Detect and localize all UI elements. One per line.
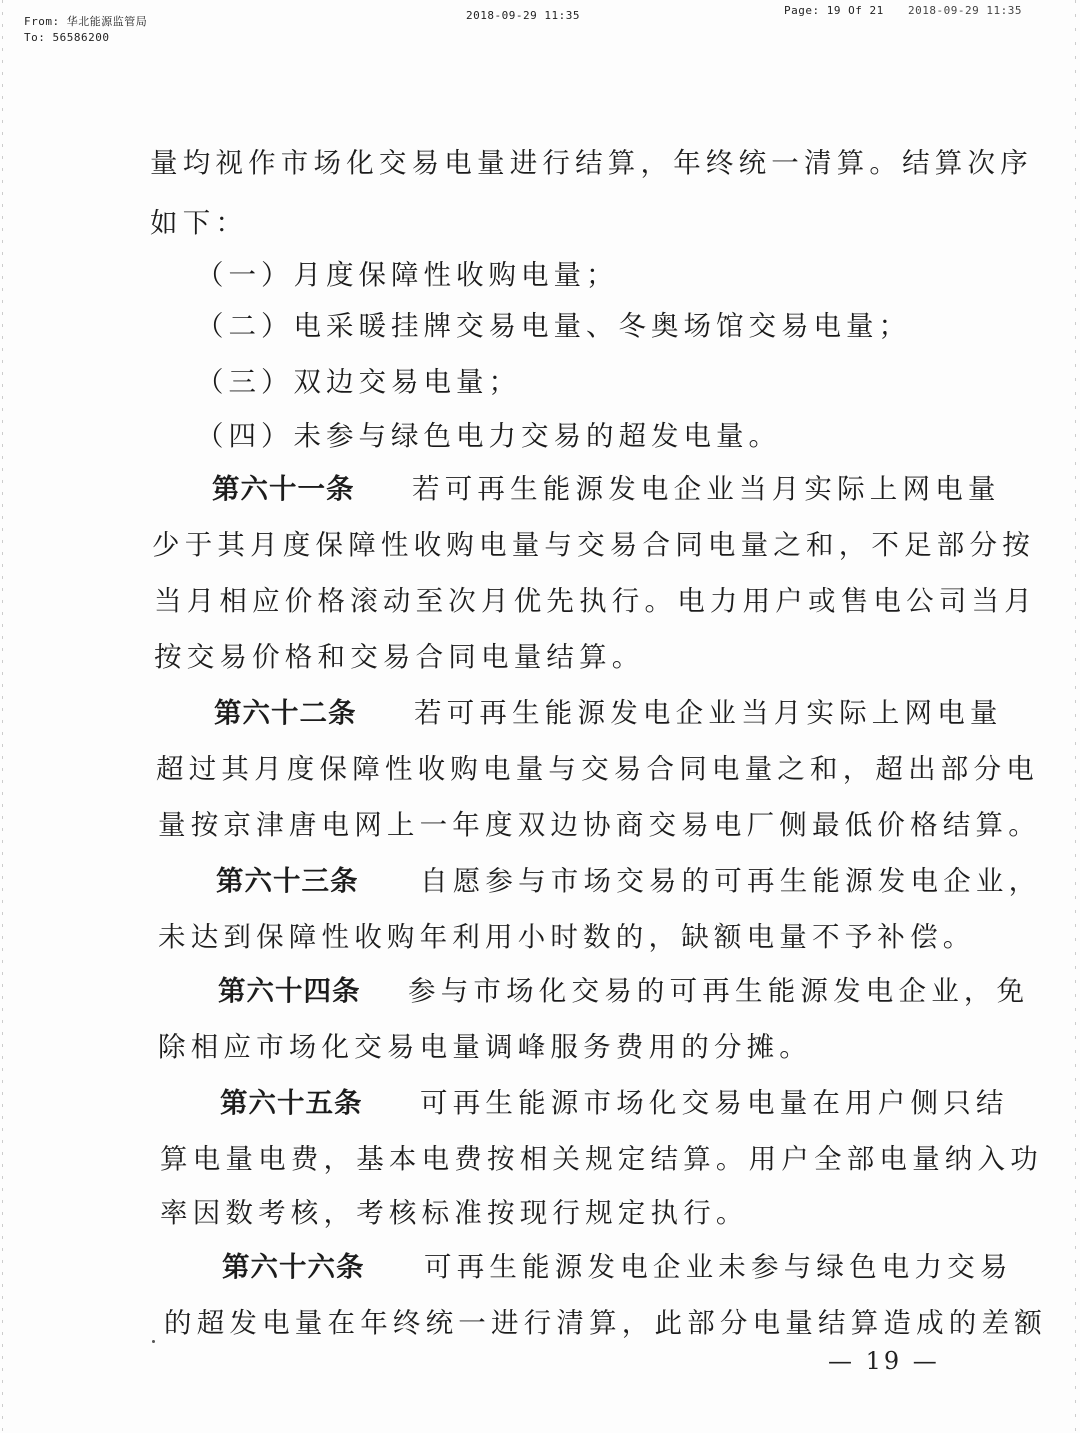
article-line: 量按京津唐电网上一年度双边协商交易电厂侧最低价格结算。 xyxy=(158,809,1041,841)
article-title: 第六十三条 xyxy=(216,865,359,897)
article-title: 第六十五条 xyxy=(220,1087,363,1119)
article-first-line: 可再生能源市场化交易电量在用户侧只结 xyxy=(420,1087,1009,1119)
settlement-order-item: （二）电采暖挂牌交易电量、冬奥场馆交易电量； xyxy=(196,310,911,342)
settlement-order-item: （四）未参与绿色电力交易的超发电量。 xyxy=(196,420,781,452)
article-line: 当月相应价格滚动至次月优先执行。电力用户或售电公司当月 xyxy=(154,585,1037,617)
fax-header xyxy=(0,0,1080,50)
article-title: 第六十二条 xyxy=(214,697,357,729)
article-line: 率因数考核，考核标准按现行规定执行。 xyxy=(160,1197,749,1229)
fax-sent-time: 2018-09-29 11:35 xyxy=(466,9,580,22)
article-line: 的超发电量在年终统一进行清算，此部分电量结算造成的差额 xyxy=(164,1307,1047,1339)
body-text-line: 如下： xyxy=(150,207,249,239)
article-title: 第六十四条 xyxy=(218,975,361,1007)
fax-received-time: 2018-09-29 11:35 xyxy=(908,4,1022,17)
article-line: 少于其月度保障性收购电量与交易合同电量之和，不足部分按 xyxy=(152,529,1035,561)
scan-edge-right xyxy=(1075,0,1076,1433)
article-line: 超过其月度保障性收购电量与交易合同电量之和，超出部分电 xyxy=(156,753,1039,785)
scan-speck xyxy=(152,1340,155,1343)
fax-page-indicator: Page: 19 Of 21 xyxy=(784,4,884,17)
article-line: 除相应市场化交易电量调峰服务费用的分摊。 xyxy=(158,1031,812,1063)
article-line: 未达到保障性收购年利用小时数的，缺额电量不予补偿。 xyxy=(158,921,976,953)
article-first-line: 若可再生能源发电企业当月实际上网电量 xyxy=(412,473,1001,505)
fax-recipient: To: 56586200 xyxy=(24,31,110,44)
article-first-line: 自愿参与市场交易的可再生能源发电企业， xyxy=(420,865,1042,897)
article-first-line: 参与市场化交易的可再生能源发电企业，免 xyxy=(408,975,1030,1007)
article-title: 第六十一条 xyxy=(212,473,355,505)
article-first-line: 若可再生能源发电企业当月实际上网电量 xyxy=(414,697,1003,729)
article-first-line: 可再生能源发电企业未参与绿色电力交易 xyxy=(424,1251,1013,1283)
body-text-line: 量均视作市场化交易电量进行结算，年终统一清算。结算次序 xyxy=(150,147,1033,179)
article-line: 按交易价格和交易合同电量结算。 xyxy=(154,641,645,673)
page-number: — 19 — xyxy=(828,1347,940,1375)
scan-edge-left xyxy=(2,0,3,1433)
settlement-order-item: （一）月度保障性收购电量； xyxy=(196,259,619,291)
fax-sender: From: 华北能源监管局 xyxy=(24,15,148,28)
article-line: 算电量电费，基本电费按相关规定结算。用户全部电量纳入功 xyxy=(160,1143,1043,1175)
settlement-order-item: （三）双边交易电量； xyxy=(196,366,521,398)
article-title: 第六十六条 xyxy=(222,1251,365,1283)
